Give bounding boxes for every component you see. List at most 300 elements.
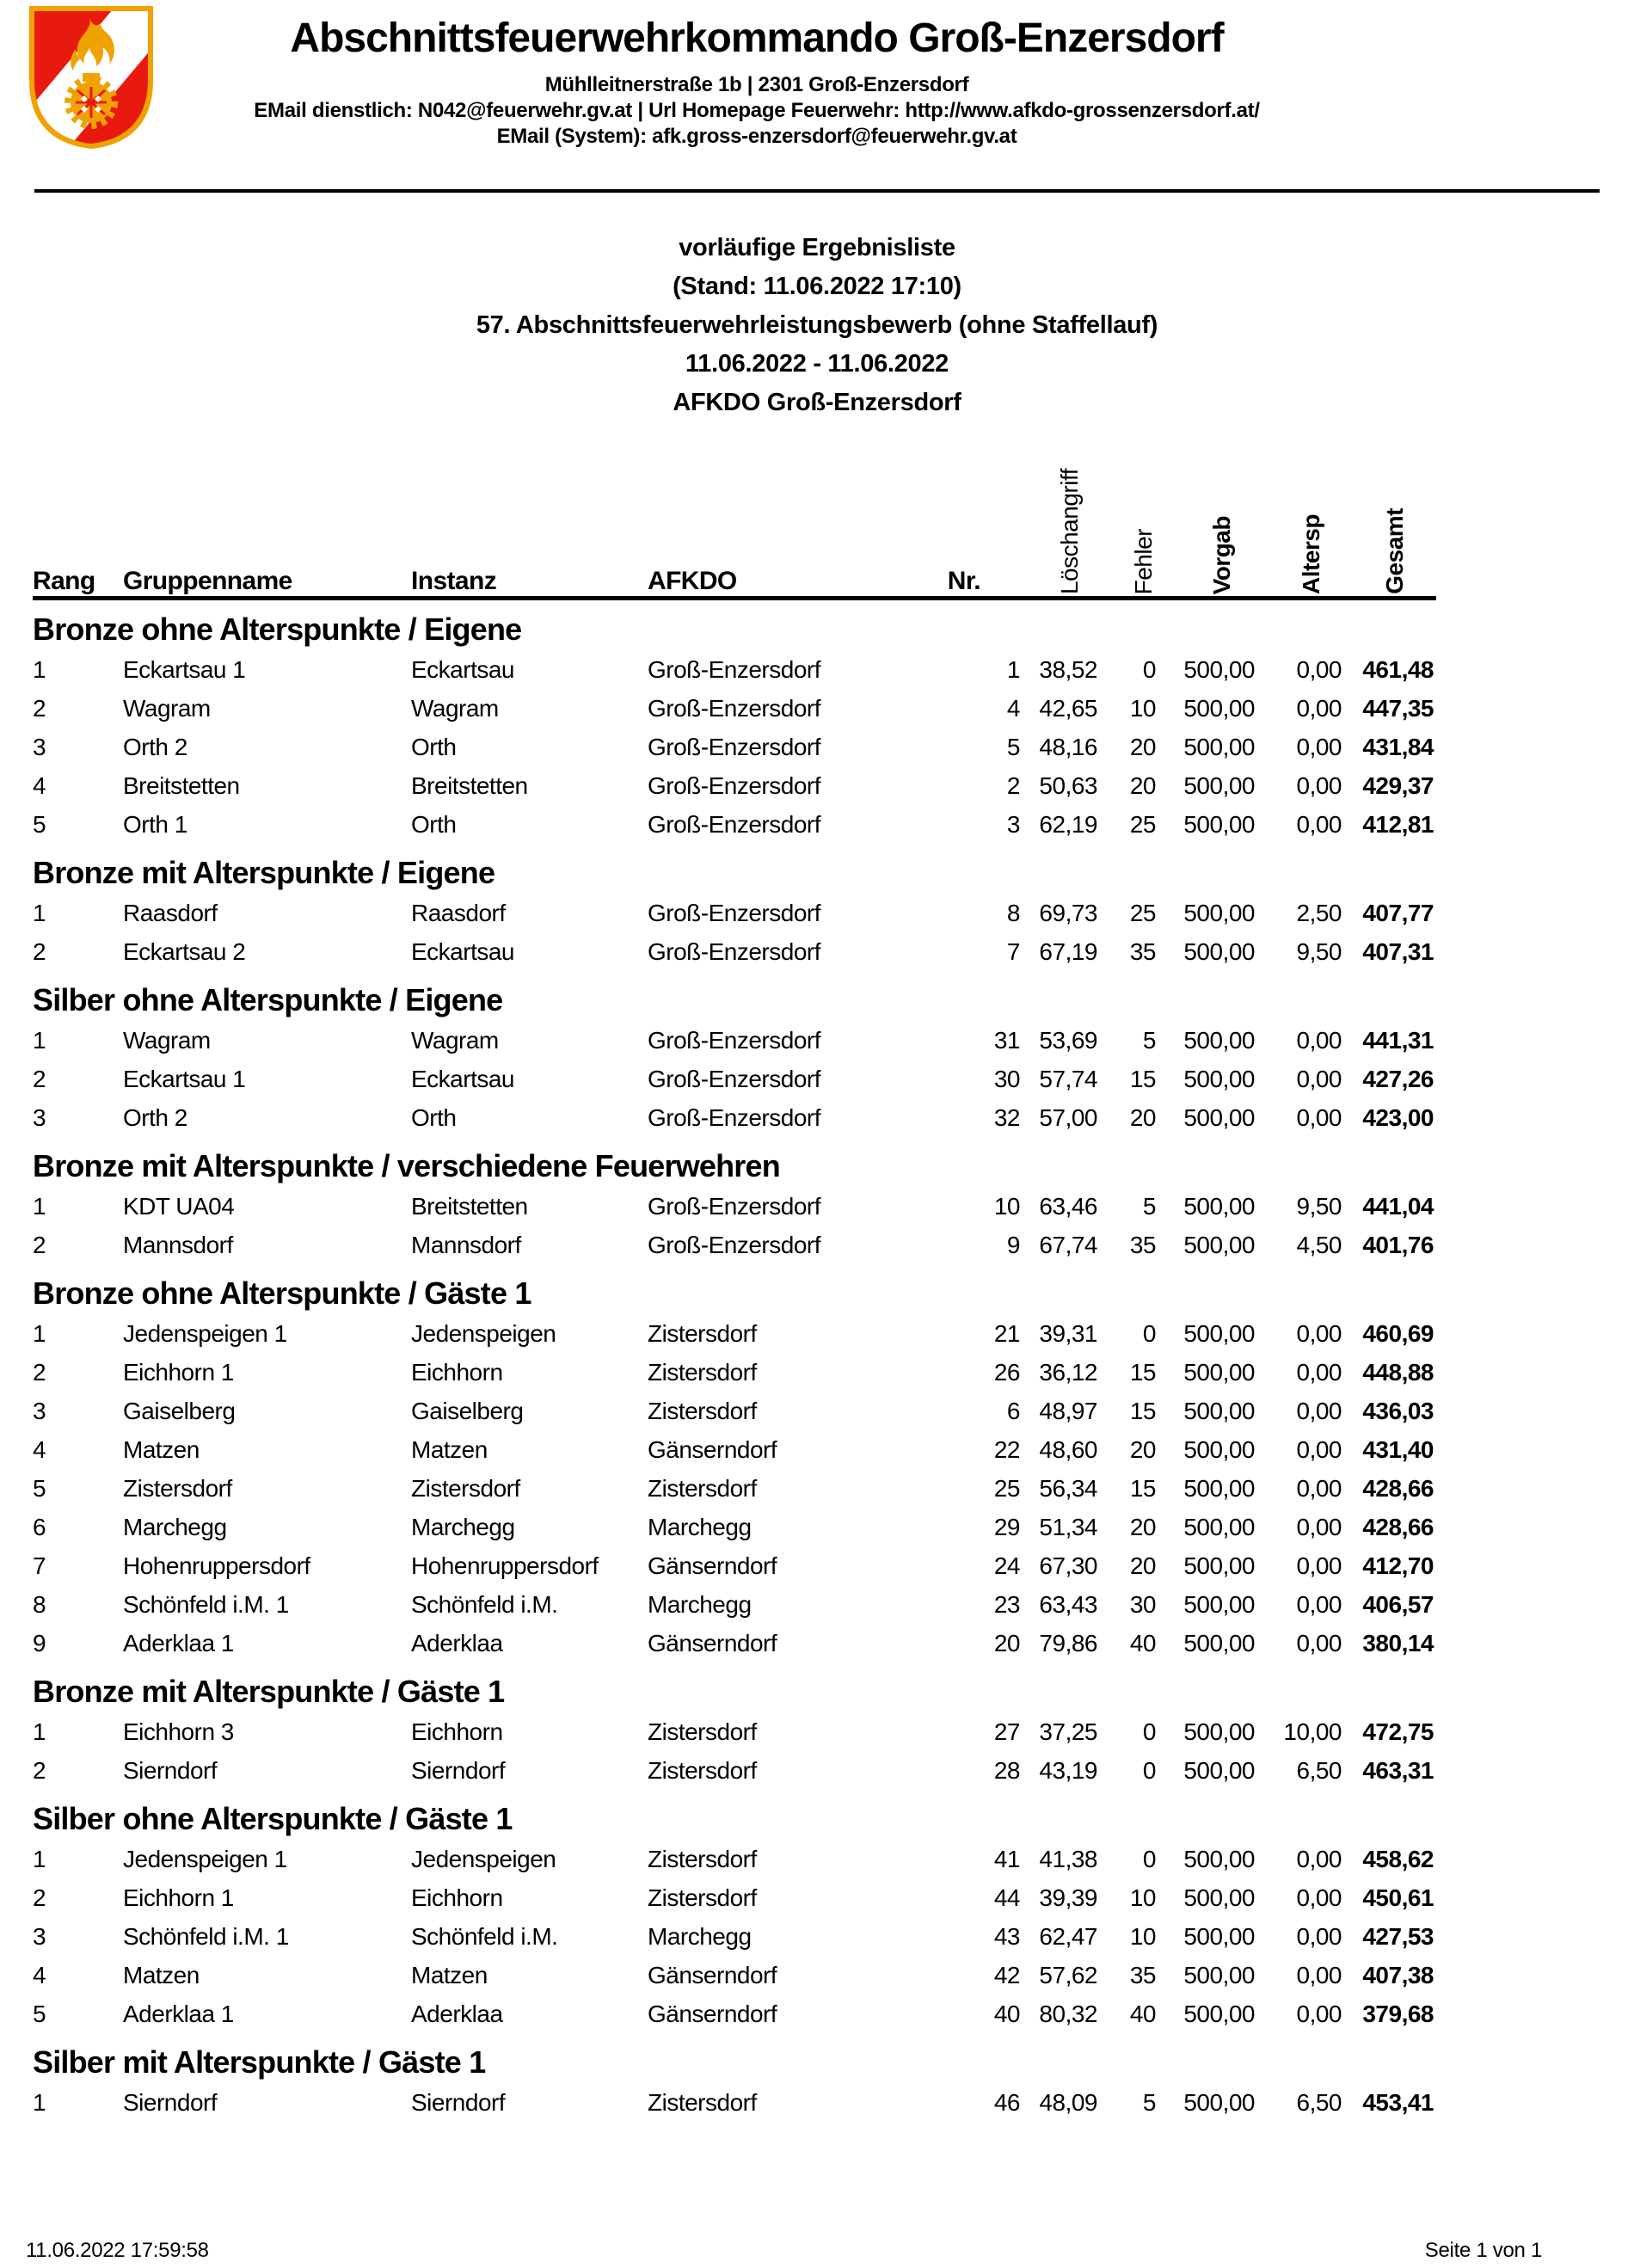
cell-gruppe: Marchegg [123,1514,227,1540]
cell-vorgab: 500,00 [1183,1630,1255,1656]
cell-instanz: Aderklaa [411,2001,503,2027]
table-column-header-row [33,445,1436,596]
cell-altersp: 0,00 [1296,1066,1342,1092]
table-row [33,1353,1436,1392]
cell-afkdo: Groß-Enzersdorf [648,656,820,683]
cell-rang: 2 [33,1232,46,1258]
cell-altersp: 0,00 [1296,772,1342,799]
cell-gesamt: 431,84 [1362,734,1434,760]
table-row [33,766,1436,805]
cell-gesamt: 412,81 [1362,811,1434,838]
cell-rang: 3 [33,1923,46,1950]
cell-gesamt: 441,04 [1362,1193,1434,1220]
cell-afkdo: Zistersdorf [648,1757,757,1784]
cell-nr: 32 [993,1104,1020,1131]
cell-fehler: 5 [1142,2089,1156,2116]
column-header-vorgab: Vorgab [1208,515,1235,594]
cell-fehler: 20 [1129,1436,1156,1463]
cell-gruppe: Eckartsau 2 [123,938,246,965]
cell-instanz: Eichhorn [411,1359,503,1386]
cell-loesch: 69,73 [1039,900,1097,926]
table-row [33,1314,1436,1353]
header-text-block [34,14,1479,150]
cell-altersp: 0,00 [1296,1630,1342,1656]
cell-fehler: 0 [1142,1718,1156,1745]
cell-instanz: Aderklaa [411,1630,503,1656]
cell-nr: 27 [993,1718,1020,1745]
cell-rang: 1 [33,1027,46,1054]
cell-afkdo: Zistersdorf [648,1846,757,1872]
cell-altersp: 0,00 [1296,1027,1342,1054]
cell-instanz: Eckartsau [411,656,514,683]
cell-fehler: 30 [1129,1591,1156,1618]
cell-vorgab: 500,00 [1183,1718,1255,1745]
cell-loesch: 67,74 [1039,1232,1097,1258]
cell-loesch: 50,63 [1039,772,1097,799]
cell-gesamt: 453,41 [1362,2089,1434,2116]
cell-vorgab: 500,00 [1183,1320,1255,1347]
table-row [33,1060,1436,1098]
cell-nr: 4 [1006,695,1020,722]
cell-afkdo: Gänserndorf [648,2001,777,2027]
cell-nr: 40 [993,2001,1020,2027]
cell-loesch: 57,74 [1039,1066,1097,1092]
cell-afkdo: Gänserndorf [648,1552,777,1579]
cell-afkdo: Zistersdorf [648,1475,757,1502]
cell-gruppe: Wagram [123,1027,211,1054]
cell-vorgab: 500,00 [1183,1398,1255,1424]
cell-vorgab: 500,00 [1183,1884,1255,1911]
cell-vorgab: 500,00 [1183,1027,1255,1054]
cell-loesch: 37,25 [1039,1718,1097,1745]
column-header-nr: Nr. [947,567,980,595]
cell-afkdo: Groß-Enzersdorf [648,1104,820,1131]
cell-nr: 41 [993,1846,1020,1872]
table-row [33,1956,1436,1994]
document-header [0,0,1634,150]
cell-instanz: Orth [411,1104,457,1131]
table-row [33,1392,1436,1430]
column-header-altersp: Altersp [1298,514,1324,594]
cell-gruppe: Eckartsau 1 [123,656,246,683]
cell-fehler: 5 [1142,1027,1156,1054]
cell-nr: 20 [993,1630,1020,1656]
cell-vorgab: 500,00 [1183,695,1255,722]
cell-rang: 1 [33,1846,46,1872]
cell-loesch: 57,00 [1039,1104,1097,1131]
cell-loesch: 51,34 [1039,1514,1097,1540]
cell-rang: 9 [33,1630,46,1656]
cell-nr: 31 [993,1027,1020,1054]
cell-afkdo: Groß-Enzersdorf [648,734,820,760]
cell-gruppe: Matzen [123,1962,200,1988]
cell-vorgab: 500,00 [1183,1552,1255,1579]
cell-afkdo: Groß-Enzersdorf [648,695,820,722]
cell-gesamt: 380,14 [1362,1630,1434,1656]
table-row [33,1187,1436,1226]
cell-gruppe: Zistersdorf [123,1475,232,1502]
cell-gruppe: Eckartsau 1 [123,1066,246,1092]
cell-gruppe: Mannsdorf [123,1232,233,1258]
cell-loesch: 36,12 [1039,1359,1097,1386]
cell-rang: 2 [33,1066,46,1092]
cell-afkdo: Groß-Enzersdorf [648,1066,820,1092]
cell-gesamt: 472,75 [1362,1718,1434,1745]
section-title: Silber mit Alterspunkte / Gäste 1 [33,2044,486,2080]
cell-gesamt: 460,69 [1362,1320,1434,1347]
cell-fehler: 20 [1129,1104,1156,1131]
email-system-line: EMail (System): afk.gross-enzersdorf@feuerwehr.gv.at [496,125,1017,148]
cell-gruppe: KDT UA04 [123,1193,235,1220]
cell-gesamt: 427,53 [1362,1923,1434,1950]
cell-instanz: Eckartsau [411,938,514,965]
cell-instanz: Orth [411,734,457,760]
cell-instanz: Eichhorn [411,1718,503,1745]
cell-altersp: 0,00 [1296,1552,1342,1579]
cell-gesamt: 448,88 [1362,1359,1434,1386]
cell-gruppe: Aderklaa 1 [123,1630,234,1656]
table-row [33,1585,1436,1624]
cell-altersp: 9,50 [1296,1193,1342,1220]
cell-loesch: 39,39 [1039,1884,1097,1911]
cell-vorgab: 500,00 [1183,1846,1255,1872]
cell-vorgab: 500,00 [1183,1193,1255,1220]
header-divider-rule [34,189,1600,193]
table-row [33,1508,1436,1546]
cell-rang: 2 [33,1884,46,1911]
cell-vorgab: 500,00 [1183,1104,1255,1131]
cell-gruppe: Hohenruppersdorf [123,1552,310,1579]
cell-instanz: Hohenruppersdorf [411,1552,599,1579]
cell-altersp: 10,00 [1283,1718,1342,1745]
cell-nr: 24 [993,1552,1020,1579]
cell-loesch: 42,65 [1039,695,1097,722]
cell-rang: 4 [33,1436,46,1463]
cell-afkdo: Marchegg [648,1514,752,1540]
cell-loesch: 63,43 [1039,1591,1097,1618]
cell-gruppe: Orth 1 [123,811,187,838]
cell-fehler: 15 [1129,1398,1156,1424]
cell-loesch: 48,09 [1039,2089,1097,2116]
cell-afkdo: Groß-Enzersdorf [648,811,820,838]
cell-instanz: Raasdorf [411,900,506,926]
cell-instanz: Schönfeld i.M. [411,1591,558,1618]
cell-altersp: 0,00 [1296,695,1342,722]
table-row [33,1917,1436,1956]
cell-gruppe: Matzen [123,1436,200,1463]
cell-rang: 1 [33,656,46,683]
cell-rang: 6 [33,1514,46,1540]
cell-loesch: 63,46 [1039,1193,1097,1220]
cell-altersp: 0,00 [1296,1514,1342,1540]
table-row [33,2083,1436,2122]
cell-altersp: 0,00 [1296,1104,1342,1131]
cell-gesamt: 447,35 [1362,695,1434,722]
cell-gruppe: Jedenspeigen 1 [123,1846,287,1872]
cell-instanz: Matzen [411,1962,488,1988]
cell-rang: 1 [33,900,46,926]
cell-afkdo: Gänserndorf [648,1962,777,1988]
cell-loesch: 57,62 [1039,1962,1097,1988]
cell-altersp: 2,50 [1296,900,1342,926]
cell-instanz: Orth [411,811,457,838]
cell-nr: 29 [993,1514,1020,1540]
cell-instanz: Eichhorn [411,1884,503,1911]
cell-fehler: 35 [1129,938,1156,965]
cell-altersp: 0,00 [1296,1591,1342,1618]
cell-rang: 1 [33,1193,46,1220]
cell-rang: 4 [33,1962,46,1988]
column-header-divider-rule [33,596,1436,600]
cell-rang: 3 [33,1398,46,1424]
cell-fehler: 20 [1129,772,1156,799]
grenade-ball-pattern [76,87,107,118]
cell-rang: 3 [33,734,46,760]
fire-brigade-crest-logo [26,4,157,149]
cell-rang: 5 [33,1475,46,1502]
cell-fehler: 0 [1142,656,1156,683]
cell-fehler: 20 [1129,1514,1156,1540]
cell-rang: 8 [33,1591,46,1618]
cell-nr: 30 [993,1066,1020,1092]
table-row [33,1878,1436,1917]
cell-gesamt: 429,37 [1362,772,1434,799]
cell-afkdo: Groß-Enzersdorf [648,1193,820,1220]
column-header-rang: Rang [33,567,95,595]
report-title-block [0,229,1634,422]
cell-rang: 1 [33,1718,46,1745]
cell-fehler: 15 [1129,1359,1156,1386]
cell-rang: 5 [33,2001,46,2027]
cell-nr: 7 [1006,938,1020,965]
cell-afkdo: Marchegg [648,1591,752,1618]
cell-gruppe: Sierndorf [123,1757,218,1784]
cell-vorgab: 500,00 [1183,1436,1255,1463]
cell-loesch: 67,19 [1039,938,1097,965]
cell-gesamt: 412,70 [1362,1552,1434,1579]
column-header-instanz: Instanz [411,567,497,595]
cell-rang: 2 [33,1359,46,1386]
competition-organizer: AFKDO Groß-Enzersdorf [673,389,961,416]
cell-altersp: 0,00 [1296,811,1342,838]
cell-instanz: Eckartsau [411,1066,514,1092]
section-title: Bronze mit Alterspunkte / Gäste 1 [33,1674,505,1709]
cell-gruppe: Wagram [123,695,211,722]
address-line: Mühlleitnerstraße 1b | 2301 Groß-Enzersdorf [544,73,969,96]
cell-loesch: 56,34 [1039,1475,1097,1502]
cell-altersp: 4,50 [1296,1232,1342,1258]
cell-instanz: Sierndorf [411,1757,506,1784]
table-row [33,1226,1436,1264]
table-row [33,1098,1436,1137]
table-row [33,1021,1436,1060]
cell-afkdo: Gänserndorf [648,1630,777,1656]
table-row [33,1840,1436,1878]
competition-dates: 11.06.2022 - 11.06.2022 [685,350,949,378]
section-title: Bronze ohne Alterspunkte / Gäste 1 [33,1275,531,1311]
cell-vorgab: 500,00 [1183,2089,1255,2116]
cell-vorgab: 500,00 [1183,1066,1255,1092]
cell-rang: 7 [33,1552,46,1579]
cell-altersp: 0,00 [1296,1475,1342,1502]
footer-timestamp: 11.06.2022 17:59:58 [26,2239,209,2262]
cell-afkdo: Zistersdorf [648,1398,757,1424]
cell-altersp: 6,50 [1296,1757,1342,1784]
cell-fehler: 20 [1129,1552,1156,1579]
cell-fehler: 0 [1142,1846,1156,1872]
cell-fehler: 25 [1129,811,1156,838]
cell-instanz: Zistersdorf [411,1475,520,1502]
cell-instanz: Sierndorf [411,2089,506,2116]
section-title: Bronze ohne Alterspunkte / Eigene [33,612,522,647]
cell-gruppe: Eichhorn 1 [123,1359,234,1386]
cell-instanz: Wagram [411,695,499,722]
cell-nr: 43 [993,1923,1020,1950]
cell-nr: 25 [993,1475,1020,1502]
cell-nr: 26 [993,1359,1020,1386]
cell-gesamt: 431,40 [1362,1436,1434,1463]
column-header-afkdo: AFKDO [648,567,737,595]
cell-afkdo: Groß-Enzersdorf [648,1232,820,1258]
table-row [33,894,1436,932]
cell-nr: 5 [1006,734,1020,760]
cell-nr: 22 [993,1436,1020,1463]
cell-altersp: 0,00 [1296,1962,1342,1988]
cell-gesamt: 428,66 [1362,1514,1434,1540]
cell-instanz: Jedenspeigen [411,1846,556,1872]
cell-fehler: 10 [1129,1884,1156,1911]
cell-loesch: 48,97 [1039,1398,1097,1424]
table-row [33,689,1436,728]
cell-gruppe: Jedenspeigen 1 [123,1320,287,1347]
section-title: Silber ohne Alterspunkte / Gäste 1 [33,1801,513,1836]
cell-altersp: 0,00 [1296,734,1342,760]
cell-gruppe: Schönfeld i.M. 1 [123,1591,289,1618]
table-row [33,1751,1436,1790]
cell-gesamt: 436,03 [1362,1398,1434,1424]
cell-nr: 3 [1006,811,1020,838]
table-row [33,1712,1436,1751]
cell-fehler: 35 [1129,1232,1156,1258]
column-header-gesamt: Gesamt [1381,508,1408,594]
cell-nr: 2 [1006,772,1020,799]
cell-gesamt: 458,62 [1362,1846,1434,1872]
results-table [33,445,1436,2122]
cell-loesch: 53,69 [1039,1027,1097,1054]
cell-vorgab: 500,00 [1183,1757,1255,1784]
table-row [33,650,1436,689]
competition-name: 57. Abschnittsfeuerwehrleistungsbewerb (ohne Staffellauf) [476,311,1158,339]
table-row [33,1546,1436,1585]
cell-fehler: 15 [1129,1475,1156,1502]
cell-loesch: 41,38 [1039,1846,1097,1872]
footer-page-number: Seite 1 von 1 [1424,2239,1542,2262]
table-row [33,805,1436,844]
table-row [33,1469,1436,1508]
cell-vorgab: 500,00 [1183,772,1255,799]
cell-gesamt: 407,31 [1362,938,1434,965]
cell-afkdo: Zistersdorf [648,1359,757,1386]
cell-gesamt: 406,57 [1362,1591,1434,1618]
cell-fehler: 0 [1142,1320,1156,1347]
cell-altersp: 0,00 [1296,656,1342,683]
cell-vorgab: 500,00 [1183,1359,1255,1386]
table-row [33,932,1436,971]
cell-altersp: 9,50 [1296,938,1342,965]
cell-instanz: Jedenspeigen [411,1320,556,1347]
cell-gruppe: Eichhorn 1 [123,1884,234,1911]
cell-altersp: 0,00 [1296,1359,1342,1386]
table-row [33,1624,1436,1663]
column-header-gruppenname: Gruppenname [123,567,292,595]
cell-loesch: 38,52 [1039,656,1097,683]
report-status-line: (Stand: 11.06.2022 17:10) [673,273,961,300]
cell-afkdo: Marchegg [648,1923,752,1950]
cell-loesch: 80,32 [1039,2001,1097,2027]
cell-afkdo: Zistersdorf [648,1718,757,1745]
cell-gesamt: 461,48 [1362,656,1434,683]
cell-nr: 9 [1006,1232,1020,1258]
cell-vorgab: 500,00 [1183,1962,1255,1988]
cell-fehler: 40 [1129,1630,1156,1656]
cell-gesamt: 450,61 [1362,1884,1434,1911]
cell-rang: 3 [33,1104,46,1131]
cell-vorgab: 500,00 [1183,900,1255,926]
cell-altersp: 0,00 [1296,1884,1342,1911]
cell-gesamt: 423,00 [1362,1104,1434,1131]
cell-gesamt: 379,68 [1362,2001,1434,2027]
cell-nr: 21 [993,1320,1020,1347]
cell-instanz: Marchegg [411,1514,515,1540]
cell-instanz: Mannsdorf [411,1232,521,1258]
column-header-fehler: Fehler [1130,528,1157,594]
cell-gruppe: Breitstetten [123,772,240,799]
cell-fehler: 5 [1142,1193,1156,1220]
cell-altersp: 0,00 [1296,1398,1342,1424]
column-header-loeschangriff: Löschangriff [1056,468,1083,594]
cell-rang: 2 [33,695,46,722]
cell-loesch: 48,16 [1039,734,1097,760]
cell-loesch: 67,30 [1039,1552,1097,1579]
cell-rang: 5 [33,811,46,838]
cell-gesamt: 428,66 [1362,1475,1434,1502]
cell-gesamt: 441,31 [1362,1027,1434,1054]
cell-gruppe: Aderklaa 1 [123,2001,234,2027]
section-title: Bronze mit Alterspunkte / Eigene [33,855,495,890]
cell-rang: 1 [33,1320,46,1347]
cell-altersp: 0,00 [1296,1846,1342,1872]
cell-fehler: 25 [1129,900,1156,926]
cell-instanz: Gaiselberg [411,1398,524,1424]
cell-afkdo: Zistersdorf [648,1884,757,1911]
cell-rang: 2 [33,938,46,965]
cell-nr: 1 [1006,656,1020,683]
cell-altersp: 6,50 [1296,2089,1342,2116]
report-title: vorläufige Ergebnisliste [679,234,955,261]
section-title: Silber ohne Alterspunkte / Eigene [33,982,503,1017]
cell-vorgab: 500,00 [1183,2001,1255,2027]
cell-fehler: 35 [1129,1962,1156,1988]
cell-afkdo: Zistersdorf [648,1320,757,1347]
cell-loesch: 48,60 [1039,1436,1097,1463]
cell-nr: 42 [993,1962,1020,1988]
cell-fehler: 10 [1129,1923,1156,1950]
cell-instanz: Wagram [411,1027,499,1054]
cell-nr: 44 [993,1884,1020,1911]
cell-nr: 28 [993,1757,1020,1784]
cell-nr: 23 [993,1591,1020,1618]
cell-vorgab: 500,00 [1183,734,1255,760]
